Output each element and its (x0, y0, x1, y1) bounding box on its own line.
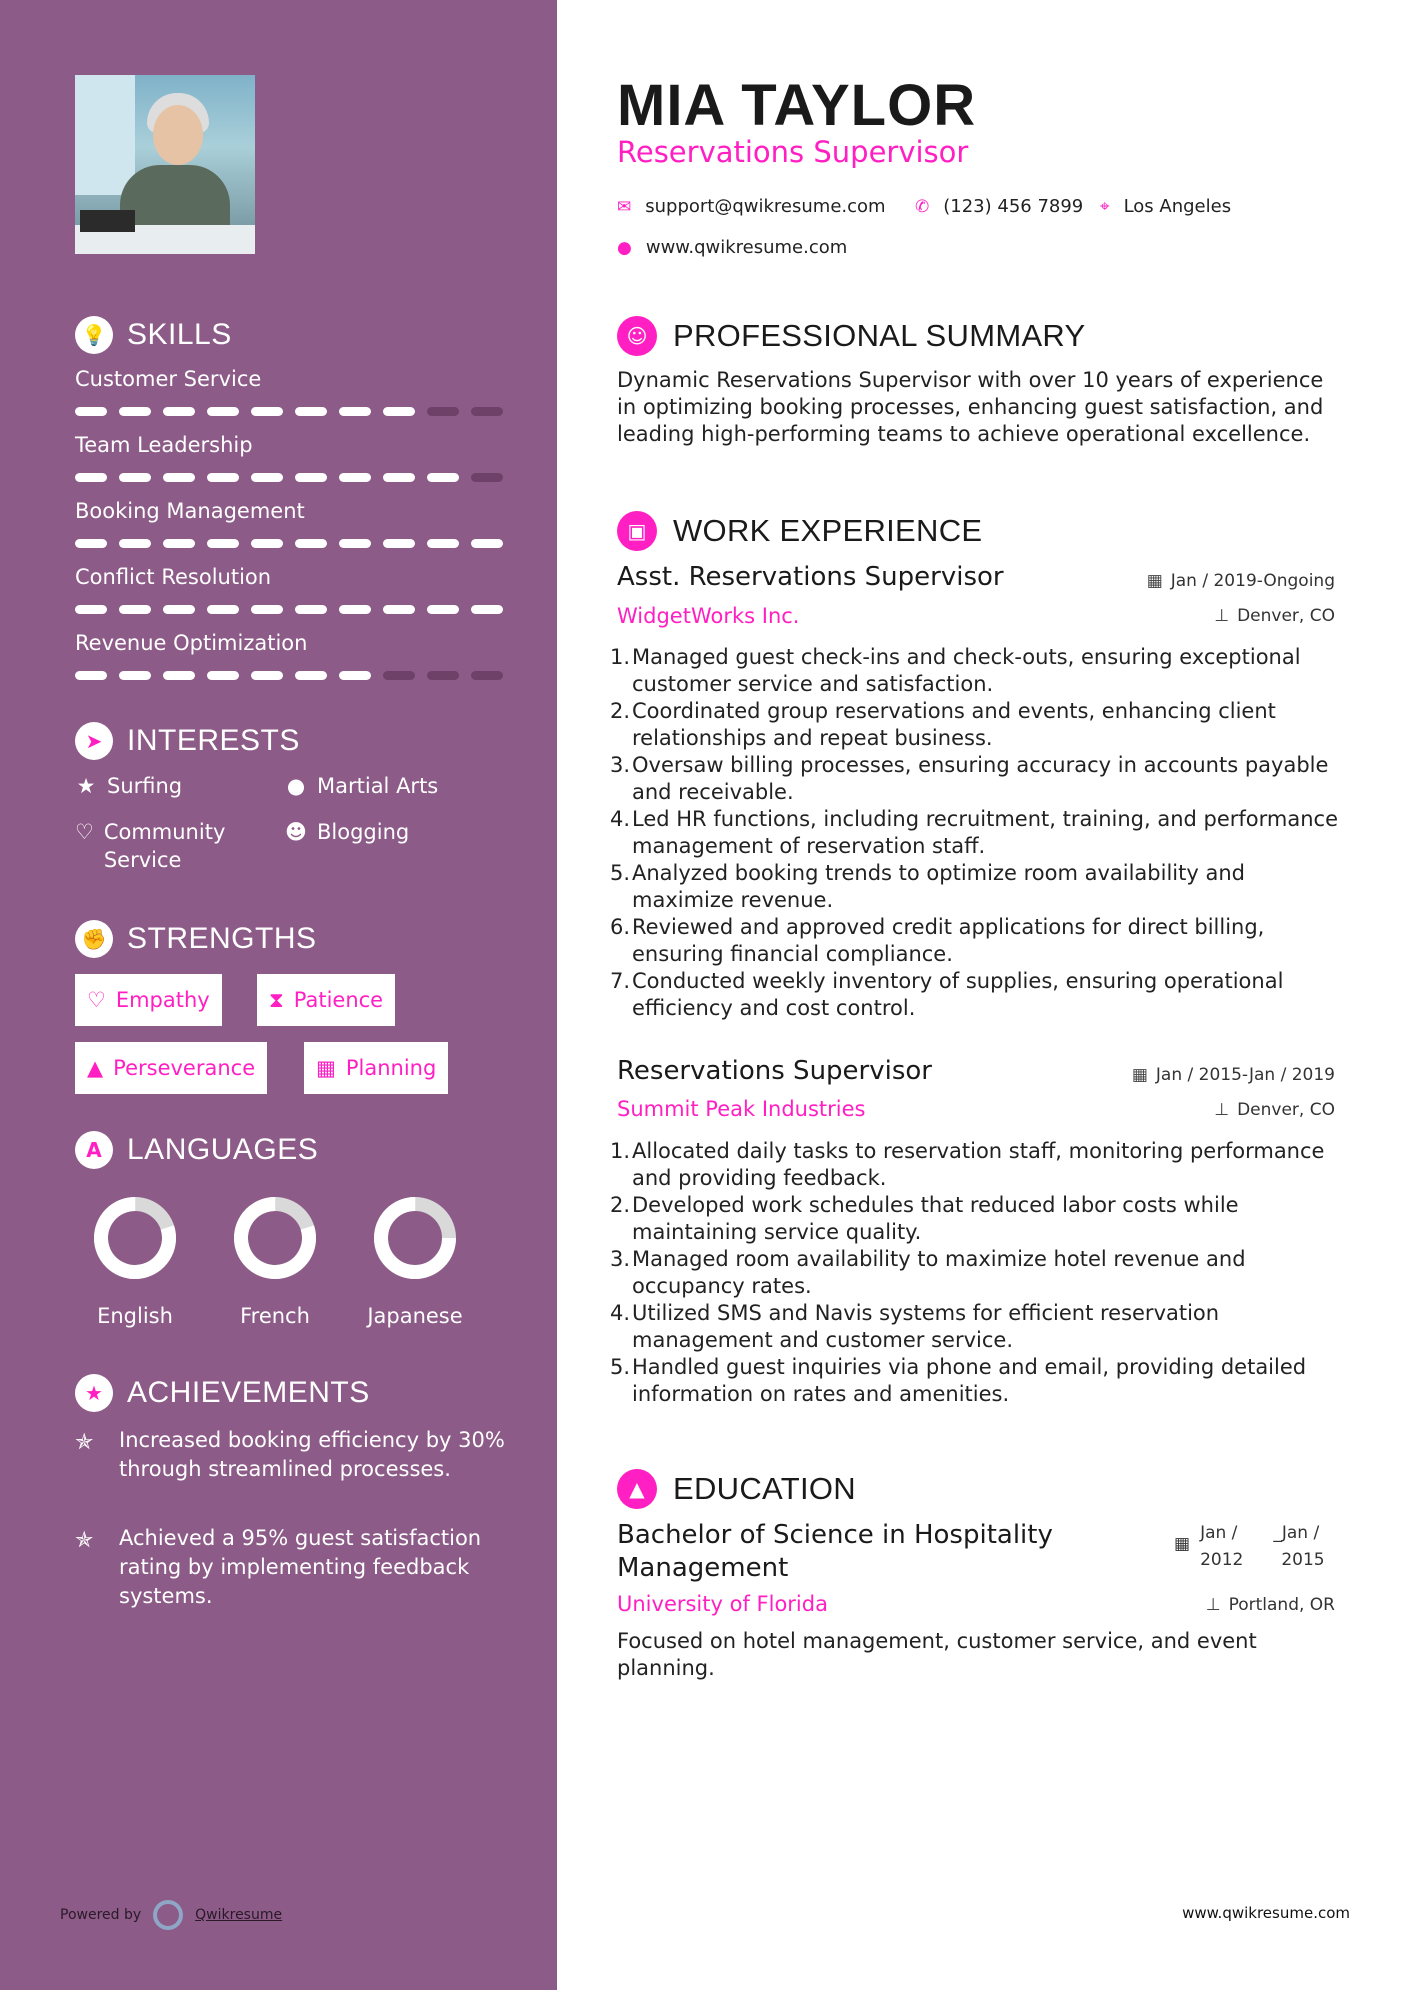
school-name: University of Florida (617, 1592, 828, 1616)
skill-name: Booking Management (75, 499, 305, 523)
contact-location (1100, 196, 1231, 217)
candidate-role: Reservations Supervisor (617, 135, 969, 169)
calendar-icon: ▦ (1174, 1534, 1191, 1554)
users-icon: ☻ (285, 820, 307, 844)
duty-text: Analyzed booking trends to optimize room availability and maximize revenue. (632, 861, 1245, 912)
work-header (617, 511, 982, 551)
language-level-arc (233, 1196, 317, 1280)
interest-item (285, 818, 409, 846)
handshake-icon: ♡ (75, 820, 94, 844)
skill-level-dash (339, 671, 371, 680)
skill-level-dash (207, 407, 239, 416)
skill-level-dash (75, 407, 107, 416)
skill-level-dash (207, 671, 239, 680)
contact-email (617, 196, 886, 217)
strength-badge (75, 1042, 267, 1094)
education-dates (1174, 1520, 1325, 1574)
duty-item: 1. Allocated daily tasks to reservation staff, monitoring performance and providing feedback. (610, 1138, 1350, 1192)
road-icon: ▲ (87, 1056, 104, 1080)
duty-text: Managed room availability to maximize hotel revenue and occupancy rates. (632, 1247, 1246, 1298)
interests-header (75, 722, 300, 760)
duty-item: 1. Managed guest check-ins and check-outs, ensuring exceptional customer service and satisfaction. (610, 644, 1350, 698)
edu-end-month: _Jan / (1273, 1523, 1320, 1543)
summary-header (617, 316, 1086, 356)
edu-end-year: 2015 (1281, 1550, 1325, 1570)
language-name: English (97, 1304, 173, 1328)
skill-item (75, 631, 505, 680)
skill-name: Team Leadership (75, 433, 253, 457)
skill-level-dash (75, 605, 107, 614)
strength-badge (304, 1042, 448, 1094)
language-item (70, 1196, 200, 1328)
interest-label: Community Service (103, 820, 226, 872)
star-burst-icon: ✯ (75, 1430, 94, 1455)
skill-level-dash (163, 605, 195, 614)
skill-level-dash (383, 473, 415, 482)
globe-icon: ● (617, 237, 632, 258)
skill-level-dash (251, 605, 283, 614)
skill-level-dash (119, 605, 151, 614)
skill-level-dash (427, 671, 459, 680)
skill-level-dash (383, 671, 415, 680)
job-dates-text: Jan / 2015-Jan / 2019 (1155, 1065, 1335, 1085)
website-text[interactable]: www.qwikresume.com (645, 237, 848, 258)
skill-level-dash (75, 539, 107, 548)
skill-level-bar (75, 671, 505, 680)
language-icon: A (75, 1131, 113, 1169)
envelope-icon: ✉ (617, 196, 632, 217)
candidate-name: MIA TAYLOR (617, 73, 977, 138)
phone-text: (123) 456 7899 (943, 196, 1084, 217)
job-duties (610, 644, 1350, 1022)
skill-level-dash (163, 671, 195, 680)
email-text[interactable]: support@qwikresume.com (645, 196, 886, 217)
skill-item (75, 433, 505, 482)
skill-level-dash (163, 539, 195, 548)
languages-header (75, 1131, 318, 1169)
strength-badge (75, 974, 222, 1026)
achievements-header (75, 1374, 370, 1412)
paper-plane-icon: ➤ (75, 722, 113, 760)
duty-text: Handled guest inquiries via phone and email, providing detailed information on rates and amenities. (632, 1355, 1307, 1406)
powered-by-label: Powered by (60, 1907, 142, 1923)
duty-item: 2. Coordinated group reservations and events, enhancing client relationships and repeat business. (610, 698, 1350, 752)
calendar-icon: ▦ (316, 1056, 336, 1080)
skill-level-dash (163, 473, 195, 482)
contact-website (617, 237, 847, 258)
languages-title: LANGUAGES (127, 1133, 319, 1166)
duty-item: 6. Reviewed and approved credit applications for direct billing, ensuring financial compliance. (610, 914, 1350, 968)
work-title: WORK EXPERIENCE (673, 513, 983, 548)
skill-level-dash (427, 473, 459, 482)
skill-level-dash (119, 539, 151, 548)
duty-text: Managed guest check-ins and check-outs, ensuring exceptional customer service and satisfaction. (632, 645, 1301, 696)
strengths-header (75, 920, 317, 958)
handshake-icon: ♡ (87, 988, 106, 1012)
education-header (617, 1469, 856, 1509)
skill-level-dash (427, 539, 459, 548)
skill-name: Revenue Optimization (75, 631, 308, 655)
skill-level-dash (471, 407, 503, 416)
skill-level-dash (251, 407, 283, 416)
skill-level-dash (163, 407, 195, 416)
strength-label: Patience (293, 988, 384, 1012)
main-content (557, 0, 1407, 1990)
skill-level-dash (471, 473, 503, 482)
achievements-title: ACHIEVEMENTS (127, 1376, 370, 1409)
calendar-icon: ▦ (1131, 1065, 1148, 1085)
skill-level-dash (251, 671, 283, 680)
skill-level-dash (207, 473, 239, 482)
education-location (1206, 1595, 1335, 1615)
star-icon: ★ (76, 774, 96, 798)
skill-name: Conflict Resolution (75, 565, 272, 589)
language-level-ring (373, 1196, 457, 1280)
duty-item: 4. Led HR functions, including recruitment, training, and performance management of reservation staff. (610, 806, 1350, 860)
duty-text: Conducted weekly inventory of supplies, ensuring operational efficiency and cost control. (632, 969, 1284, 1020)
skill-level-dash (295, 671, 327, 680)
interest-item (75, 818, 255, 874)
skill-item (75, 565, 505, 614)
skills-title: SKILLS (127, 318, 232, 351)
qwikresume-logo-icon (153, 1900, 183, 1930)
language-level-ring (233, 1196, 317, 1280)
duty-item: 5. Handled guest inquiries via phone and email, providing detailed information on rates and amenities. (610, 1354, 1350, 1408)
interests-title: INTERESTS (127, 724, 300, 757)
fist-icon: ✊ (75, 920, 113, 958)
skill-level-dash (339, 407, 371, 416)
skill-level-dash (251, 473, 283, 482)
job-title: Asst. Reservations Supervisor (617, 562, 1004, 592)
skill-level-dash (207, 539, 239, 548)
globe-icon: ● (286, 774, 306, 798)
skill-level-dash (471, 605, 503, 614)
duty-text: Coordinated group reservations and events, enhancing client relationships and repeat business. (632, 699, 1276, 750)
education-location-text: Portland, OR (1228, 1595, 1335, 1615)
job-dates (1147, 571, 1335, 591)
education-description: Focused on hotel management, customer service, and event planning. (617, 1629, 1257, 1680)
phone-icon: ✆ (915, 196, 930, 217)
interest-label: Blogging (317, 820, 410, 844)
language-item (350, 1196, 480, 1328)
lightbulb-icon: 💡 (75, 316, 113, 354)
job-location-text: Denver, CO (1237, 606, 1335, 626)
calendar-icon: ▦ (1146, 571, 1163, 591)
achievement-text: Increased booking efficiency by 30% through streamlined processes. (119, 1428, 505, 1481)
duty-item: 5. Analyzed booking trends to optimize room availability and maximize revenue. (610, 860, 1350, 914)
job-dates (1132, 1065, 1335, 1085)
interest-label: Surfing (107, 774, 183, 798)
language-item (210, 1196, 340, 1328)
pin-icon: ⊥ (1214, 1100, 1230, 1120)
star-burst-icon: ✯ (75, 1528, 94, 1553)
job-location (1214, 606, 1335, 626)
pin-icon: ⊥ (1214, 606, 1230, 626)
skill-level-bar (75, 407, 505, 416)
skill-level-dash (427, 605, 459, 614)
language-level-ring (93, 1196, 177, 1280)
skill-level-bar (75, 539, 505, 548)
location-text: Los Angeles (1123, 196, 1232, 217)
language-level-arc (93, 1196, 177, 1280)
interest-label: Martial Arts (317, 774, 439, 798)
job-duties (610, 1138, 1350, 1408)
skill-level-dash (383, 407, 415, 416)
footer-url[interactable]: www.qwikresume.com (1182, 1904, 1350, 1922)
skill-level-dash (383, 605, 415, 614)
edu-start-year: 2012 (1200, 1550, 1244, 1570)
job-dates-text: Jan / 2019-Ongoing (1170, 571, 1335, 591)
duty-text: Utilized SMS and Navis systems for efficient reservation management and customer service. (632, 1301, 1220, 1352)
skill-item (75, 367, 505, 416)
duty-text: Developed work schedules that reduced labor costs while maintaining service quality. (632, 1193, 1239, 1244)
powered-by (60, 1900, 282, 1930)
job-title: Reservations Supervisor (617, 1056, 932, 1086)
skill-level-dash (471, 539, 503, 548)
skill-level-dash (339, 605, 371, 614)
job-company: WidgetWorks Inc. (617, 604, 800, 628)
strength-label: Perseverance (113, 1056, 256, 1080)
education-title: EDUCATION (673, 1471, 856, 1506)
skill-level-dash (339, 473, 371, 482)
map-pin-icon: ⌖ (1100, 196, 1110, 217)
skill-level-dash (295, 473, 327, 482)
contact-phone (915, 196, 1083, 217)
pin-icon: ⊥ (1205, 1595, 1221, 1615)
summary-title: PROFESSIONAL SUMMARY (673, 318, 1086, 353)
skill-level-dash (119, 407, 151, 416)
achievement-item (75, 1426, 515, 1484)
graduation-cap-icon: ▲ (617, 1469, 657, 1509)
skill-level-dash (295, 407, 327, 416)
profile-photo (75, 75, 255, 254)
skill-level-dash (295, 539, 327, 548)
degree-title (617, 1519, 1053, 1585)
skill-level-bar (75, 605, 505, 614)
interest-item (75, 772, 182, 800)
skill-level-dash (119, 671, 151, 680)
skill-level-dash (471, 671, 503, 680)
skill-level-dash (207, 605, 239, 614)
skill-level-dash (119, 473, 151, 482)
skill-level-dash (75, 473, 107, 482)
edu-end (1273, 1520, 1324, 1574)
interest-item (285, 772, 438, 800)
job-location-text: Denver, CO (1237, 1100, 1335, 1120)
duty-text: Allocated daily tasks to reservation staff, monitoring performance and providing feedback. (632, 1139, 1325, 1190)
hourglass-icon: ⧗ (269, 987, 284, 1012)
achievement-item (75, 1524, 515, 1611)
briefcase-icon: ▣ (617, 511, 657, 551)
duty-item: 3. Managed room availability to maximize hotel revenue and occupancy rates. (610, 1246, 1350, 1300)
degree-line: Bachelor of Science in Hospitality (617, 1520, 1053, 1550)
strength-label: Planning (345, 1056, 437, 1080)
strengths-title: STRENGTHS (127, 922, 317, 955)
skill-level-dash (75, 671, 107, 680)
skill-level-dash (251, 539, 283, 548)
skill-item (75, 499, 505, 548)
duty-item: 7. Conducted weekly inventory of supplies, ensuring operational efficiency and cost control. (610, 968, 1350, 1022)
degree-line: Management (617, 1553, 789, 1583)
summary-text: Dynamic Reservations Supervisor with over 10 years of experience in optimizing booking processes, enhancing guest satisfaction, and leading high-performing teams to achieve operational excellence. (617, 368, 1324, 446)
duty-text: Oversaw billing processes, ensuring accuracy in accounts payable and receivable. (632, 753, 1329, 804)
duty-text: Led HR functions, including recruitment, training, and performance management of reservation staff. (632, 807, 1339, 858)
edu-start-month: Jan / (1200, 1523, 1238, 1543)
job-company: Summit Peak Industries (617, 1097, 866, 1121)
skill-level-dash (383, 539, 415, 548)
duty-item: 3. Oversaw billing processes, ensuring accuracy in accounts payable and receivable. (610, 752, 1350, 806)
duty-text: Reviewed and approved credit applications for direct billing, ensuring financial compliance. (632, 915, 1265, 966)
language-name: French (240, 1304, 310, 1328)
skills-header (75, 316, 232, 354)
skill-level-bar (75, 473, 505, 482)
achievement-text: Achieved a 95% guest satisfaction rating by implementing feedback systems. (119, 1526, 482, 1608)
language-name: Japanese (367, 1304, 463, 1328)
sidebar (0, 0, 557, 1990)
edu-start (1200, 1520, 1243, 1574)
job-location (1214, 1100, 1335, 1120)
trophy-icon: ★ (75, 1374, 113, 1412)
skill-name: Customer Service (75, 367, 262, 391)
duty-item: 4. Utilized SMS and Navis systems for efficient reservation management and customer service. (610, 1300, 1350, 1354)
skill-level-dash (295, 605, 327, 614)
duty-item: 2. Developed work schedules that reduced labor costs while maintaining service quality. (610, 1192, 1350, 1246)
strength-badge (257, 974, 395, 1026)
skill-level-dash (339, 539, 371, 548)
strength-label: Empathy (115, 988, 210, 1012)
qwikresume-link[interactable]: Qwikresume (195, 1907, 283, 1923)
skill-level-dash (427, 407, 459, 416)
user-icon: ☺ (617, 316, 657, 356)
